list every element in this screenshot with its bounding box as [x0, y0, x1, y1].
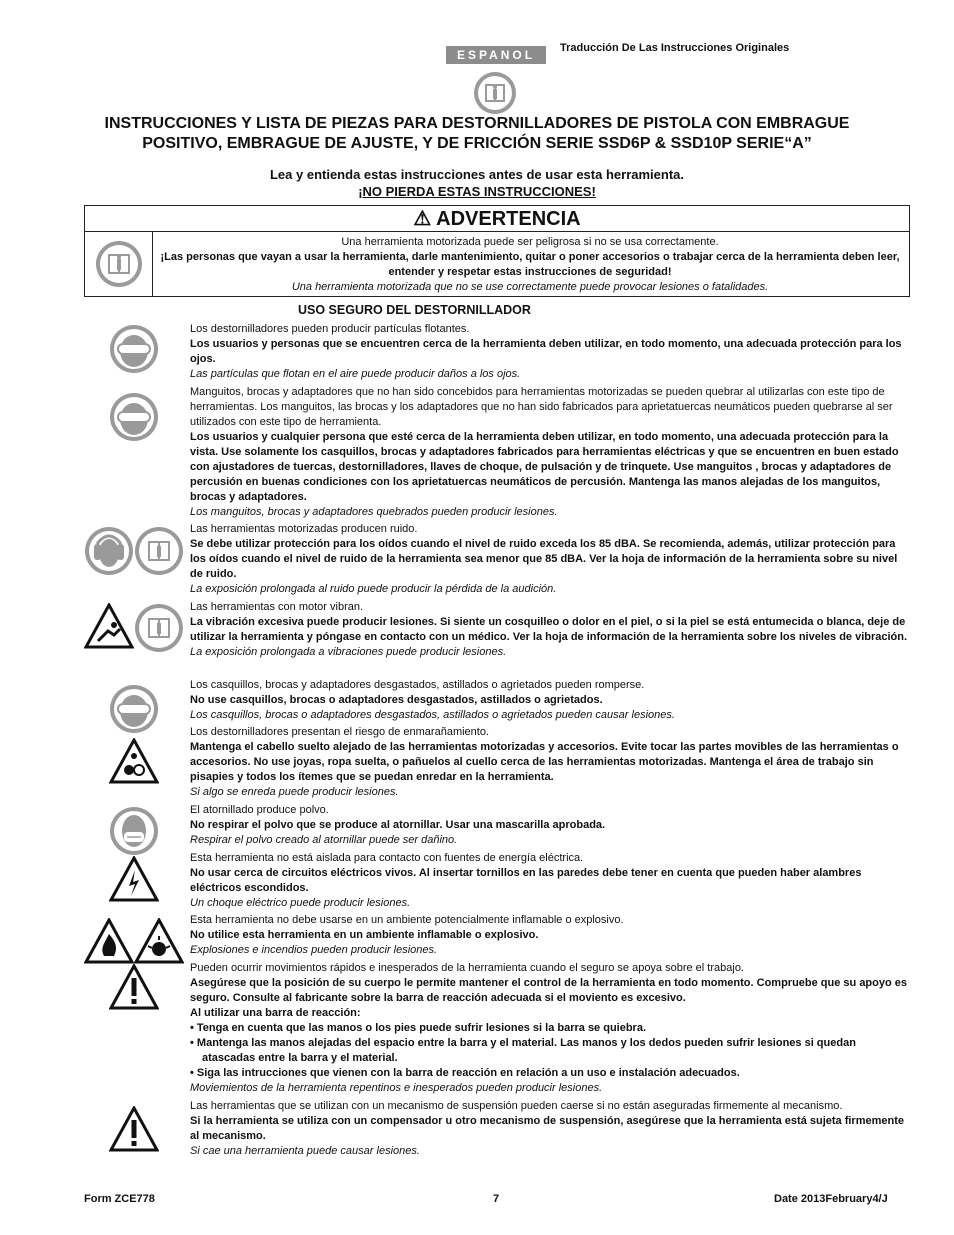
vibration-warning-icon	[84, 603, 134, 649]
safety-item	[190, 803, 912, 848]
safety-item	[190, 961, 912, 1096]
consequence-text: Si algo se enreda puede producir lesiones.	[190, 786, 399, 798]
hazard-text: Manguitos, brocas y adaptadores que no han sido concebidos para herramientas motorizadas se pueden quebrar al utilizarlas con este tipo de herramientas. Los manguitos, las brocas y los adaptadores que no han sido fabricados para aprietatuercas neumáticos pueden quebrarse al ser utilizados con este tipo de herramienta.	[190, 386, 893, 428]
warning-text	[157, 235, 903, 295]
translation-note: Traducción De Las Instrucciones Originales	[560, 42, 790, 54]
document-title: INSTRUCCIONES Y LISTA DE PIEZAS PARA DESTORNILLADORES DE PISTOLA CON EMBRAGUE POSITIVO, EMBRAGUE DE AJUSTE, Y DE FRICCIÓN SERIE SSD6P & SSD10P SERIE“A”	[104, 115, 850, 152]
entanglement-warning-icon	[109, 738, 159, 784]
consequence-text: Los casquillos, brocas o adaptadores desgastados, astillados o agrietados pueden causar lesiones.	[190, 709, 675, 721]
bullet-item: • Siga las intrucciones que vienen con la barra de reacción en relación a un uso e instalación adecuados.	[190, 1067, 740, 1079]
consequence-text: La exposición prolongada al ruido puede producir la pérdida de la audición.	[190, 583, 557, 595]
consequence-text: La exposición prolongada a vibraciones puede producir lesiones.	[190, 646, 507, 658]
flammable-warning-icon	[84, 918, 134, 964]
consequence-text: Un choque eléctrico puede producir lesiones.	[190, 897, 411, 909]
consequence-text: Moviemientos de la herramienta repentinos e inesperados pueden producir lesiones.	[190, 1082, 603, 1094]
instruction-text: Los usuarios y cualquier persona que esté cerca de la herramienta deben utilizar, en todo momento, una adecuada protección para la vista. Use solamente los casquillos, brocas y adaptadores fabricados para herramientas eléctricas y que se encuentren en buen estado con ajustadores de tuercas, destornilladores, llaves de choque, de pulsación y de trinquete. Use manguitos , brocas y adaptadores de percusión en buenas condiciones con los aprietatuercas neumáticos de percusión. Mantenga las manos alejadas de los manguitos, brocas y adaptadores.	[190, 431, 899, 503]
read-manual-icon	[134, 603, 184, 653]
consequence-text: Las partículas que flotan en el aire puede producir daños a los ojos.	[190, 368, 521, 380]
general-warning-icon	[109, 964, 159, 1010]
safety-item	[190, 725, 912, 800]
consequence-text: Respirar el polvo creado al atornillar puede ser dañino.	[190, 834, 458, 846]
warning-line-2: ¡Las personas que vayan a usar la herramienta, darle mantenimiento, quitar o poner accesorios o trabajar cerca de la herramienta deben leer, entender y respetar estas instrucciones de seguridad!	[160, 251, 900, 278]
hazard-text: El atornillado produce polvo.	[190, 804, 329, 816]
warning-box	[84, 205, 910, 297]
read-manual-icon	[473, 71, 517, 120]
safety-item	[190, 522, 912, 597]
warning-line-3: Una herramienta motorizada que no se use correctamente puede provocar lesiones o fatalidades.	[291, 281, 769, 293]
eye-protection-icon	[109, 324, 159, 374]
safety-item	[190, 678, 912, 723]
document-date: Date 2013February4/J	[774, 1193, 888, 1205]
read-manual-icon	[95, 240, 143, 288]
page-number: 7	[493, 1193, 500, 1205]
electric-shock-warning-icon	[109, 856, 159, 902]
hazard-text: Esta herramienta no está aislada para contacto con fuentes de energía eléctrica.	[190, 852, 584, 864]
instruction-text: No usar cerca de circuitos eléctricos vivos. Al insertar tornillos en las paredes debe tener en cuenta que pueden haber alambres eléctricos escondidos.	[190, 867, 862, 894]
form-number: Form ZCE778	[84, 1193, 155, 1205]
explosive-warning-icon	[134, 918, 184, 964]
instruction-text: Se debe utilizar protección para los oídos cuando el nivel de ruido exceda los 85 dBA. Se recomienda, además, utilizar protección para los oídos cuando el nivel de ruido de la herramienta sea menor que 85 dBA. Ver la hoja de información de la herramienta sobre su nivel de ruido.	[190, 538, 898, 580]
section-title: USO SEGURO DEL DESTORNILLADOR	[298, 303, 531, 317]
language-badge: ESPANOL	[446, 46, 546, 64]
instruction-text: La vibración excesiva puede producir lesiones. Si siente un cosquilleo o dolor en el piel, o si la piel se está entumecida o blanca, deje de utilizar la herramienta y póngase en contacto con un médico. Ver la hoja de información de la herramienta sobre los niveles de vibración.	[190, 616, 908, 643]
bullet-item: • Tenga en cuenta que las manos o los pies puede sufrir lesiones si la barra se quiebra.	[190, 1022, 647, 1034]
instruction-text: Los usuarios y personas que se encuentren cerca de la herramienta deben utilizar, en todo momento, una adecuada protección para los ojos.	[190, 338, 902, 365]
eye-protection-icon	[109, 392, 159, 442]
reaction-bar-heading: Al utilizar una barra de reacción:	[190, 1007, 361, 1019]
safety-item	[190, 322, 912, 382]
hazard-text: Las herramientas que se utilizan con un mecanismo de suspensión pueden caerse si no están aseguradas firmemente al mecanismo.	[190, 1100, 843, 1112]
warning-line-1: Una herramienta motorizada puede ser peligrosa si no se usa correctamente.	[341, 236, 719, 248]
eye-protection-icon	[109, 684, 159, 734]
instruction-text: No use casquillos, brocas o adaptadores desgastados, astillados o agrietados.	[190, 694, 603, 706]
safety-item	[190, 1099, 912, 1159]
hazard-text: Los destornilladores pueden producir partículas flotantes.	[190, 323, 470, 335]
hazard-text: Los casquillos, brocas y adaptadores desgastados, astillados o agrietados pueden romperse.	[190, 679, 645, 691]
hazard-text: Los destornilladores presentan el riesgo de enmarañamiento.	[190, 726, 490, 738]
warning-heading: ⚠ ADVERTENCIA	[85, 206, 909, 232]
warning-icon-cell	[85, 232, 153, 296]
ear-protection-icon	[84, 526, 134, 576]
hazard-text: Pueden ocurrir movimientos rápidos e inesperados de la herramienta cuando el seguro se apoya sobre el trabajo.	[190, 962, 744, 974]
safety-item	[190, 600, 912, 660]
bullet-item: • Mantenga las manos alejadas del espacio entre la barra y el material. Las manos y los dedos pueden sufrir lesiones si quedan atascadas entre la barra y el material.	[190, 1037, 856, 1064]
safety-item	[190, 851, 912, 911]
consequence-text: Explosiones e incendios pueden producir lesiones.	[190, 944, 438, 956]
instruction-text: No respirar el polvo que se produce al atornillar. Usar una mascarilla aprobada.	[190, 819, 606, 831]
hazard-text: Las herramientas motorizadas producen ruido.	[190, 523, 418, 535]
hazard-text: Las herramientas con motor vibran.	[190, 601, 364, 613]
safety-item	[190, 385, 912, 520]
instruction-text: Si la herramienta se utiliza con un compensador u otro mecanismo de suspensión, asegúrese que la herramienta está sujeta firmemente al mecanismo.	[190, 1115, 905, 1142]
hazard-text: Esta herramienta no debe usarse en un ambiente potencialmente inflamable o explosivo.	[190, 914, 624, 926]
instruction-text: Asegúrese que la posición de su cuerpo le permite mantener el control de la herramienta en todo momento. Compruebe que su apoyo es seguro. Consulte al fabricante sobre la barra de reacción adecuada si el moviento es excesivo.	[190, 977, 907, 1004]
safety-item	[190, 913, 912, 958]
read-manual-icon	[134, 526, 184, 576]
read-instructions-note: Lea y entienda estas instrucciones antes de usar esta herramienta.	[269, 167, 684, 182]
consequence-text: Los manguitos, brocas y adaptadores quebrados pueden producir lesiones.	[190, 506, 558, 518]
dust-mask-icon	[109, 806, 159, 856]
keep-instructions-note: ¡NO PIERDA ESTAS INSTRUCCIONES!	[358, 184, 596, 199]
general-warning-icon	[109, 1106, 159, 1152]
instruction-text: Mantenga el cabello suelto alejado de las herramientas motorizadas y accesorios. Evite tocar las partes movibles de las herramientas o accesorios. No use joyas, ropa suelta, o pañuelos al cuello cerca de las herramientas motorizadas. Mantenga el área de trabajo sin pisapies y todos los ítemes que se puedan enredar en la herramienta.	[190, 741, 899, 783]
instruction-text: No utilice esta herramienta en un ambiente inflamable o explosivo.	[190, 929, 539, 941]
consequence-text: Si cae una herramienta puede causar lesiones.	[190, 1145, 420, 1157]
